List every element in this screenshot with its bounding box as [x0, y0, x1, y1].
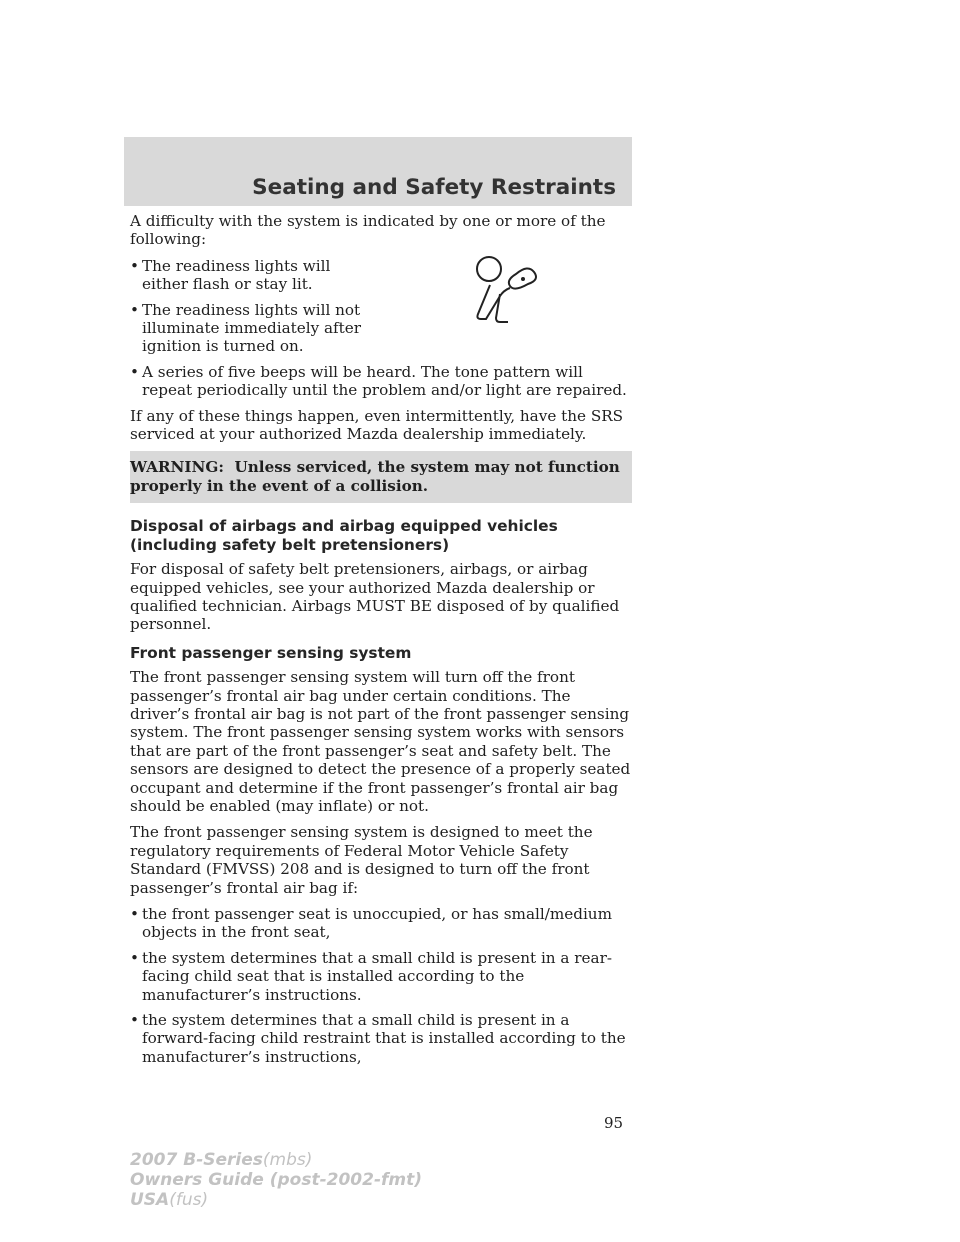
- sensing-paragraph-2: The front passenger sensing system is designed to meet the regulatory requirements of Federal Motor Vehicle Safety Standard (FMVSS) 208 and is designed to turn off the front passenger’s frontal air bag if:: [130, 823, 593, 897]
- list-item: [130, 949, 632, 1004]
- footer-line-2: Owners Guide (post-2002-fmt): [130, 1170, 423, 1190]
- bullet-dot: •: [130, 256, 139, 275]
- bullet-text: the system determines that a small child is present in a rear-facing child seat that is installed according to the manufacturer’s instructions.: [142, 948, 612, 1004]
- bullet-dot: •: [130, 300, 139, 319]
- header-band: [124, 137, 632, 206]
- bullet-dot: •: [130, 905, 139, 923]
- bullet-text: the front passenger seat is unoccupied, or has small/medium objects in the front seat,: [142, 905, 612, 942]
- bullet-dot: •: [130, 362, 139, 381]
- footer: [130, 1150, 422, 1210]
- disposal-paragraph: For disposal of safety belt pretensioners, airbags, or airbag equipped vehicles, see your authorized Mazda dealership or qualified technician. Airbags MUST BE disposed of by qualified personnel.: [130, 560, 620, 634]
- warning-box: [130, 451, 632, 503]
- list-item: [130, 257, 376, 294]
- disposal-heading: Disposal of airbags and airbag equipped vehicles (including safety belt pretensioners): [130, 517, 558, 554]
- bullet-text: The readiness lights will either flash or stay lit.: [142, 256, 331, 294]
- footer-line-3: USA(fus): [130, 1190, 209, 1210]
- bullet-text: The readiness lights will not illuminate immediately after ignition is turned on.: [142, 300, 362, 356]
- intro-paragraph: A difficulty with the system is indicated by one or more of the following:: [130, 212, 606, 249]
- sensing-heading: Front passenger sensing system: [130, 643, 412, 662]
- list-item: [130, 363, 632, 400]
- airbag-icon: [470, 252, 542, 326]
- bullet-dot: •: [130, 1011, 139, 1030]
- page-content: [130, 212, 632, 1073]
- list-item: [130, 905, 632, 942]
- srs-paragraph: If any of these things happen, even intermittently, have the SRS serviced at your authorized Mazda dealership immediately.: [130, 406, 624, 444]
- bullet-dot: •: [130, 948, 139, 967]
- bullet-text: A series of five beeps will be heard. The tone pattern will repeat periodically until the problem and/or light are repaired.: [142, 362, 627, 400]
- warning-label: WARNING:: [130, 458, 224, 477]
- footer-line-1: 2007 B-Series(mbs): [130, 1150, 313, 1170]
- list-item: [130, 1011, 632, 1066]
- section-title: Seating and Safety Restraints: [252, 175, 616, 200]
- list-item: [130, 301, 376, 356]
- page-number: 95: [604, 1114, 624, 1132]
- warning-text: WARNING: Unless serviced, the system may not function properly in the event of a collision.: [130, 458, 620, 495]
- bullet-text: the system determines that a small child is present in a forward-facing child restraint that is installed according to the manufacturer’s instructions,: [142, 1011, 626, 1066]
- sensing-paragraph-1: The front passenger sensing system will turn off the front passenger’s frontal air bag under certain conditions. The driver’s frontal air bag is not part of the front passenger sensing system. The front passenger sensing system works with sensors that are part of the front passenger’s seat and safety belt. The sensors are designed to detect the presence of a properly seated occupant and determine if the front passenger’s frontal air bag should be enabled (may inflate) or not.: [130, 668, 631, 815]
